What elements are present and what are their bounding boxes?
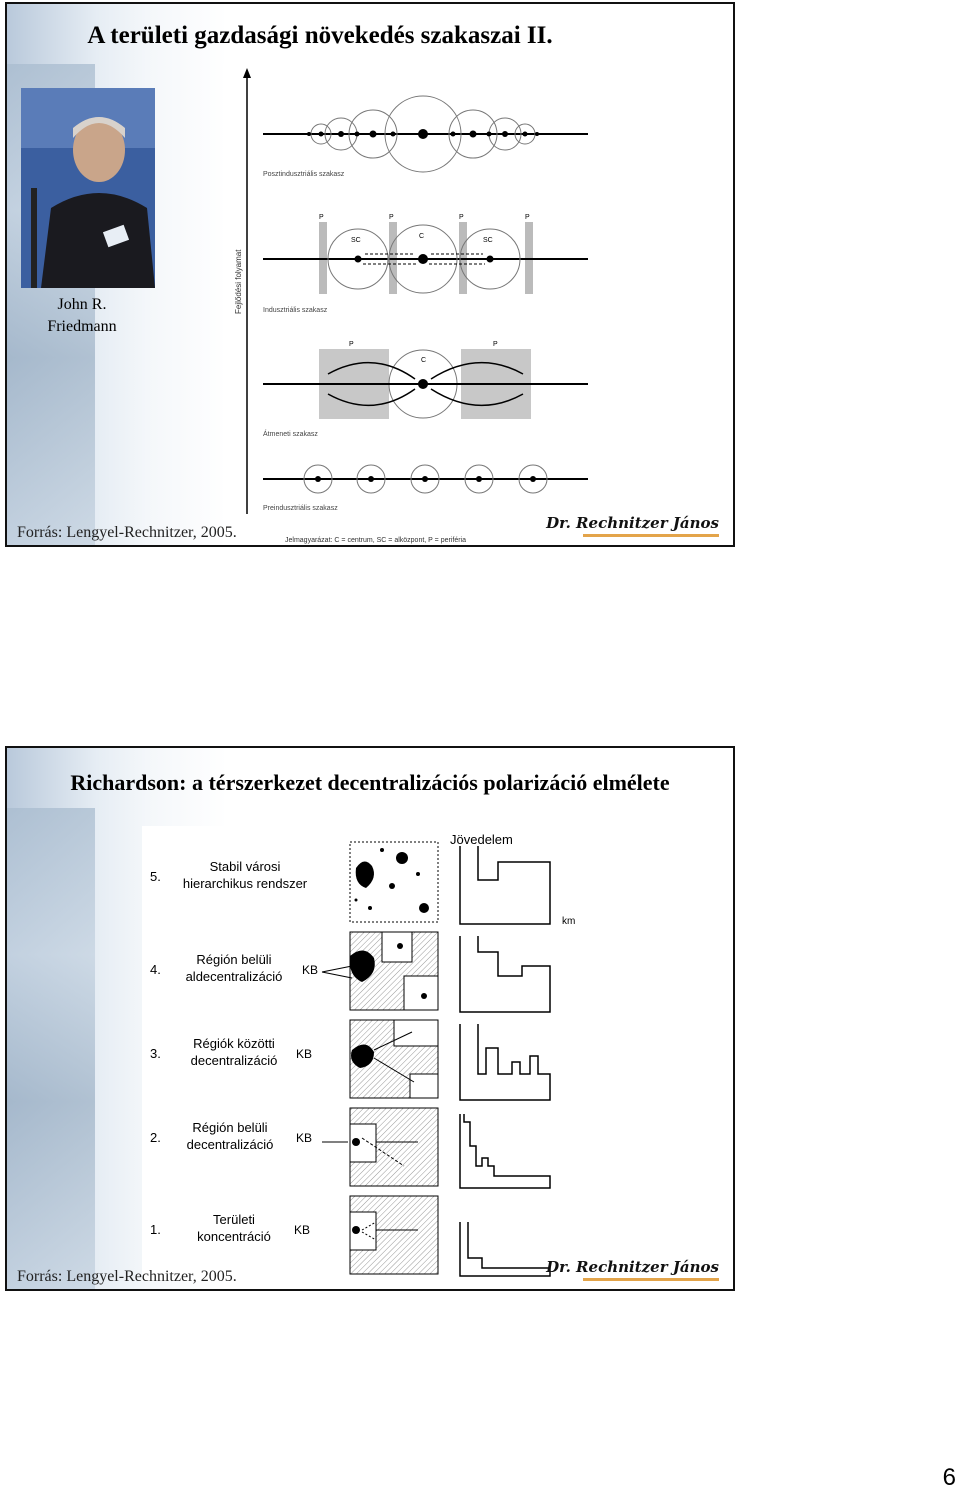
- letter-p: P: [349, 341, 354, 348]
- stage-label: Preindusztriális szakasz: [263, 505, 338, 512]
- photo-caption: [27, 294, 137, 338]
- stage-postindustrial: [263, 96, 588, 178]
- stage-1: [150, 1196, 550, 1276]
- kb-label: KB: [302, 963, 319, 977]
- svg-text:1.: 1.: [150, 1222, 161, 1237]
- svg-text:koncentráció: koncentráció: [197, 1229, 271, 1244]
- svg-text:4.: 4.: [150, 962, 161, 977]
- stage-transitional: [263, 341, 588, 438]
- kb-label: KB: [296, 1047, 313, 1061]
- stage-5: [150, 842, 575, 927]
- slide-title: A területi gazdasági növekedés szakaszai II.: [87, 22, 553, 49]
- svg-text:Régiók közötti: Régiók közötti: [193, 1036, 275, 1051]
- letter-p: P: [525, 214, 530, 221]
- income-label: Jövedelem: [450, 832, 513, 847]
- richardson-diagram: [142, 826, 584, 1281]
- axis-label: Fejlődési folyamat: [234, 249, 243, 314]
- svg-text:decentralizáció: decentralizáció: [190, 1053, 278, 1068]
- author-underline: [583, 1278, 719, 1281]
- svg-text:decentralizáció: decentralizáció: [186, 1137, 274, 1152]
- author-name: Dr. Rechnitzer János: [546, 1258, 719, 1276]
- svg-text:Régión belüli: Régión belüli: [192, 1120, 268, 1135]
- letter-p: P: [319, 214, 324, 221]
- slide-friedmann: [5, 2, 735, 547]
- svg-text:2.: 2.: [150, 1130, 161, 1145]
- author-name: Dr. Rechnitzer János: [546, 514, 719, 532]
- caption-line-1: John R.: [57, 296, 107, 313]
- letter-p: P: [493, 341, 498, 348]
- stage-4: [150, 932, 550, 1012]
- friedmann-diagram: [223, 64, 599, 547]
- svg-text:Területi: Területi: [213, 1212, 255, 1227]
- slide-richardson: [5, 746, 735, 1291]
- svg-text:Stabil városi: Stabil városi: [209, 859, 281, 874]
- portrait-photo: [21, 88, 155, 288]
- axis-arrow-icon: [243, 68, 251, 78]
- letter-sc: SC: [483, 237, 493, 244]
- stage-label: Átmeneti szakasz: [263, 431, 318, 438]
- km-label: km: [562, 916, 576, 927]
- source-note: Forrás: Lengyel-Rechnitzer, 2005.: [17, 1268, 237, 1285]
- letter-sc: SC: [351, 237, 361, 244]
- stage-industrial: [263, 214, 588, 314]
- decorative-strip: [7, 808, 95, 1291]
- svg-text:3.: 3.: [150, 1046, 161, 1061]
- caption-line-2: Friedmann: [47, 318, 117, 335]
- letter-p: P: [459, 214, 464, 221]
- stage-label: Posztindusztriális szakasz: [263, 171, 345, 178]
- letter-c: C: [421, 357, 427, 364]
- stage-label: Indusztriális szakasz: [263, 307, 328, 314]
- svg-text:5.: 5.: [150, 869, 161, 884]
- kb-label: KB: [296, 1131, 313, 1145]
- svg-text:Régión belüli: Régión belüli: [196, 952, 272, 967]
- slide-title: Richardson: a térszerkezet decentralizációs polarizáció elmélete: [70, 770, 670, 795]
- legend: Jelmagyarázat: C = centrum, SC = alközpont, P = periféria: [285, 537, 466, 544]
- page-number: 6: [942, 1464, 956, 1491]
- letter-p: P: [389, 214, 394, 221]
- svg-text:aldecentralizáció: aldecentralizáció: [185, 969, 283, 984]
- stage-2: [150, 1108, 550, 1188]
- stage-3: [150, 1020, 550, 1100]
- kb-label: KB: [294, 1223, 311, 1237]
- source-note: Forrás: Lengyel-Rechnitzer, 2005.: [17, 524, 237, 541]
- letter-c: C: [419, 233, 425, 240]
- stage-preindustrial: [263, 465, 588, 512]
- author-underline: [583, 534, 719, 537]
- svg-text:hierarchikus rendszer: hierarchikus rendszer: [182, 876, 308, 891]
